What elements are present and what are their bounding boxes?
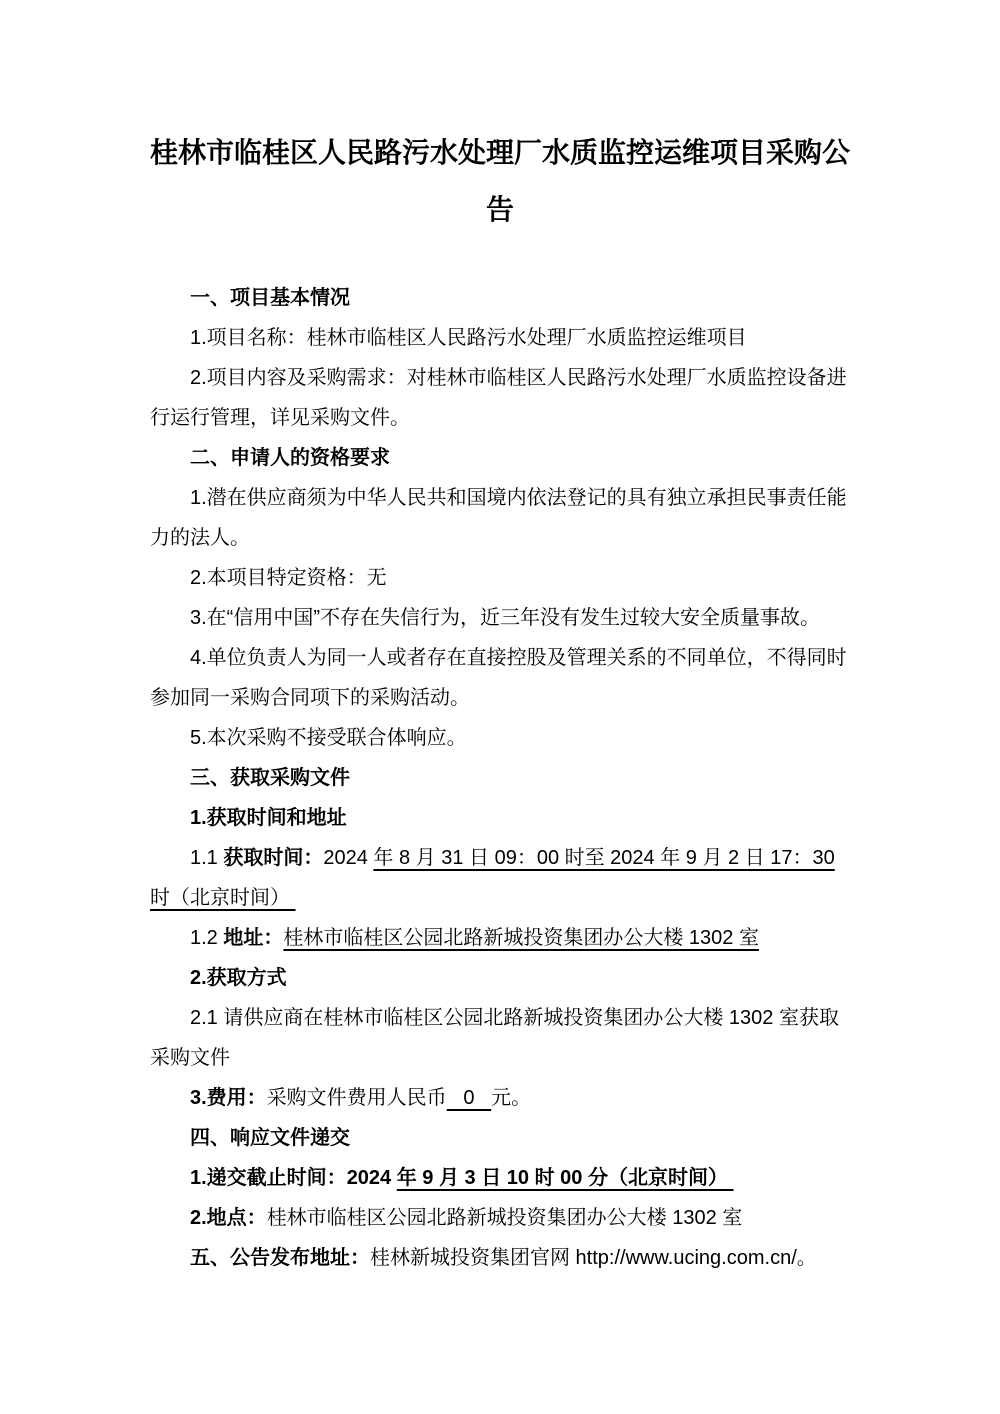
para-qualification-5: 5.本次采购不接受联合体响应。	[190, 727, 467, 749]
announcement-site-value: 桂林新城投资集团官网 http://www.ucing.com.cn/。	[370, 1247, 817, 1269]
heading-section-2: 二、申请人的资格要求	[190, 447, 390, 469]
fee-label: 3.费用：	[190, 1087, 267, 1109]
para-qualification-2: 2.本项目特定资格：无	[190, 567, 387, 589]
para-qualification-3: 3.在“信用中国”不存在失信行为，近三年没有发生过较大安全质量事故。	[190, 607, 820, 629]
para-qualification-1: 1.潜在供应商须为中华人民共和国境内依法登记的具有独立承担民事责任能力的法人。	[150, 487, 847, 549]
obtain-address-label: 地址：	[223, 927, 284, 949]
document-body	[150, 278, 850, 1278]
para-submit-place	[150, 1198, 850, 1238]
deadline-year: 2024	[346, 1167, 397, 1189]
obtain-address-number: 1.2	[190, 927, 224, 949]
para-qualification-4: 4.单位负责人为同一人或者存在直接控股及管理关系的不同单位，不得同时参加同一采购合同项下的采购活动。	[150, 647, 847, 709]
obtain-time-number: 1.1	[190, 847, 224, 869]
deadline-label: 1.递交截止时间：	[190, 1167, 347, 1189]
para-deadline	[150, 1158, 850, 1198]
para-fee	[150, 1078, 850, 1118]
para-obtain-method: 2.1 请供应商在桂林市临桂区公园北路新城投资集团办公大楼 1302 室获取采购文件	[150, 1007, 839, 1069]
document-title	[150, 124, 850, 238]
para-project-content: 2.项目内容及采购需求：对桂林市临桂区人民路污水处理厂水质监控设备进行运行管理，详见采购文件。	[150, 367, 847, 429]
document-title-line-1: 桂林市临桂区人民路污水处理厂水质监控运维项目采购公	[150, 137, 851, 168]
fee-text: 采购文件费用人民币	[266, 1087, 447, 1109]
obtain-time-value: 年 8 月 31 日 09：00 时至 2024 年 9 月 2 日 17：30 时（北京时间）	[150, 847, 835, 909]
heading-section-3: 三、获取采购文件	[190, 767, 350, 789]
para-obtain-address	[150, 918, 850, 958]
submit-place-label: 2.地点：	[190, 1207, 267, 1229]
fee-unit: 元。	[491, 1087, 532, 1109]
para-obtain-time	[150, 838, 850, 918]
obtain-address-value: 桂林市临桂区公园北路新城投资集团办公大楼 1302 室	[283, 927, 759, 949]
heading-obtain-time-address: 1.获取时间和地址	[190, 807, 347, 829]
document-title-line-2: 告	[485, 194, 514, 225]
heading-section-1: 一、项目基本情况	[190, 287, 350, 309]
submit-place-value: 桂林市临桂区公园北路新城投资集团办公大楼 1302 室	[266, 1207, 743, 1229]
para-announcement-site	[150, 1238, 850, 1278]
para-project-name: 1.项目名称：桂林市临桂区人民路污水处理厂水质监控运维项目	[190, 327, 747, 349]
announcement-site-label: 五、公告发布地址：	[190, 1247, 370, 1269]
fee-amount: 0	[446, 1087, 492, 1109]
heading-section-4: 四、响应文件递交	[190, 1127, 350, 1149]
deadline-value: 年 9 月 3 日 10 时 00 分（北京时间）	[396, 1167, 734, 1189]
heading-obtain-method: 2.获取方式	[190, 967, 287, 989]
obtain-time-label: 获取时间：	[223, 847, 324, 869]
obtain-time-year: 2024	[323, 847, 374, 869]
